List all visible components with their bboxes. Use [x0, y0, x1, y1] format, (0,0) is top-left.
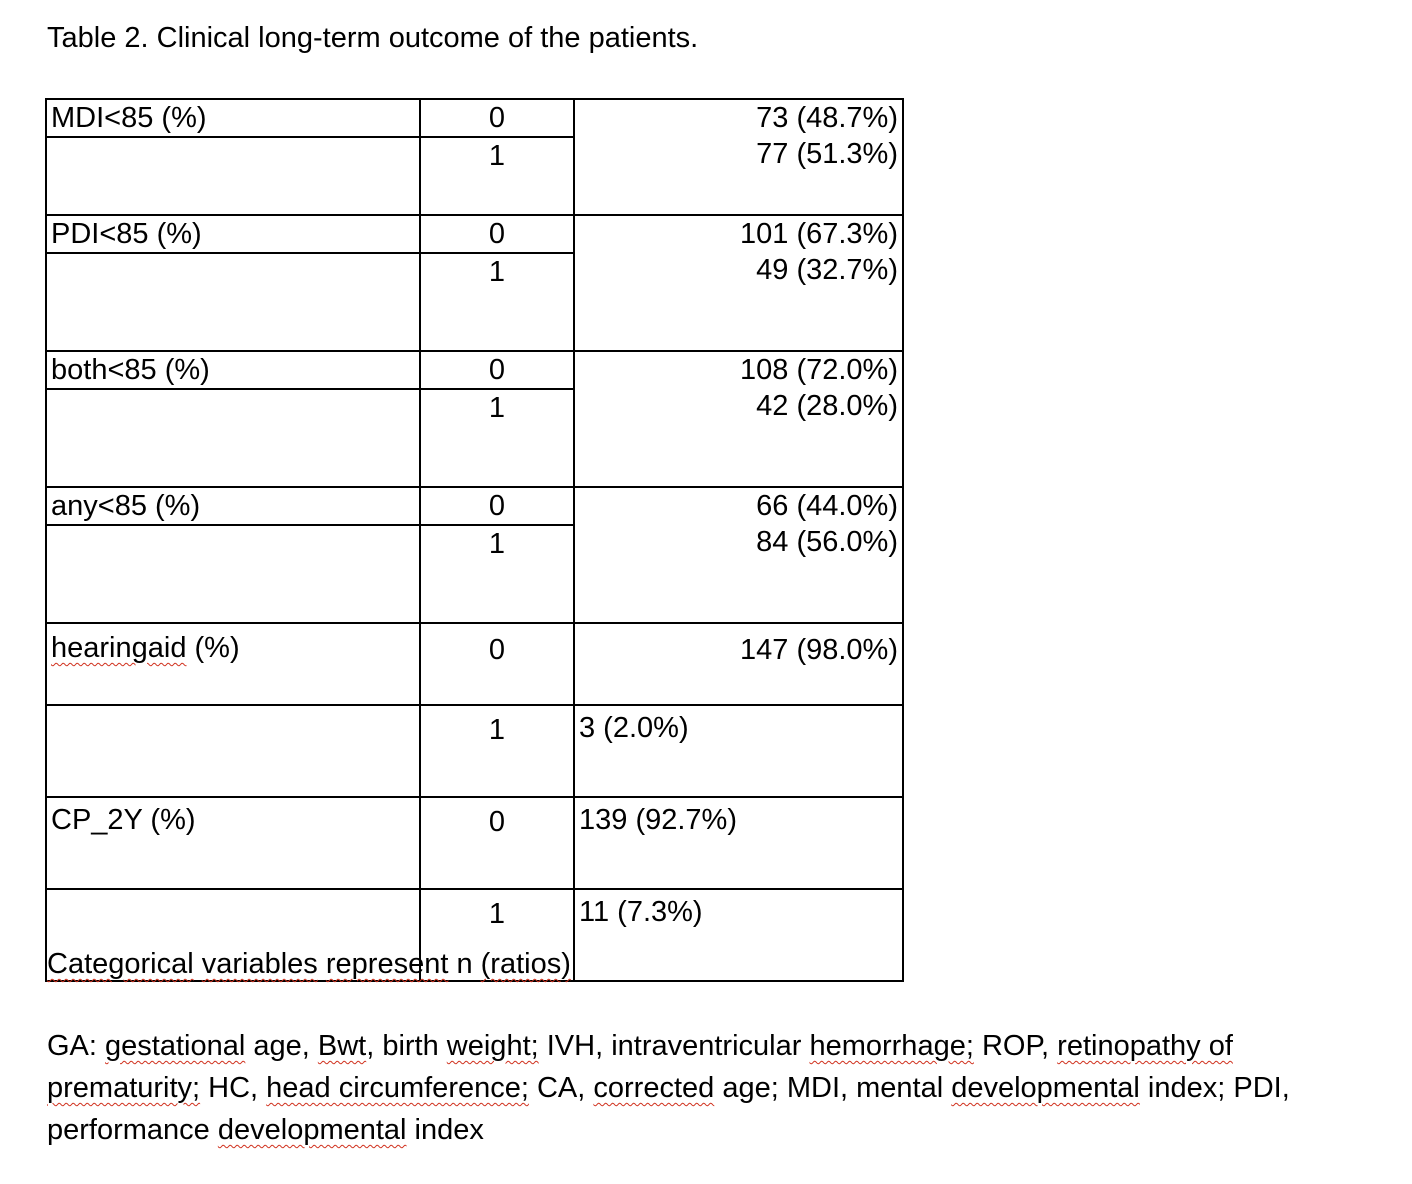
row-label-any: any<85 (%)	[46, 487, 420, 525]
level-cell: 1	[420, 389, 574, 487]
row-label-hearingaid	[46, 623, 420, 705]
count-cell: 11 (7.3%)	[574, 889, 903, 981]
count-value: 101 (67.3%)	[740, 218, 898, 250]
level-cell: 0	[420, 99, 574, 137]
level-cell: 1	[420, 253, 574, 351]
spellcheck-word: Bwt	[317, 1030, 367, 1062]
text-run: IVH, intraventricular	[538, 1030, 810, 1062]
spellcheck-word: corrected	[593, 1072, 715, 1104]
row-label-cp2y: CP_2Y (%)	[46, 797, 420, 889]
count-value: 108 (72.0%)	[740, 354, 898, 386]
text-run: , birth	[366, 1030, 447, 1062]
table-row	[46, 705, 903, 797]
level-cell: 0	[420, 623, 574, 705]
text-run: GA:	[47, 1030, 106, 1062]
count-value: 42 (28.0%)	[756, 390, 898, 422]
text-run: n	[448, 948, 481, 980]
level-cell: 0	[420, 215, 574, 253]
table-row	[46, 797, 903, 889]
level-cell: 1	[420, 705, 574, 797]
count-value: 77 (51.3%)	[756, 138, 898, 170]
spellcheck-word: weight;	[446, 1030, 539, 1062]
text-run: age,	[245, 1030, 318, 1062]
table-row	[46, 215, 903, 253]
empty-cell	[46, 253, 420, 351]
spellcheck-word: hemorrhage;	[809, 1030, 974, 1062]
level-cell: 1	[420, 889, 574, 981]
outcome-table	[45, 98, 904, 982]
level-cell: 0	[420, 797, 574, 889]
footnote-abbreviations	[47, 1025, 1367, 1151]
spellcheck-word: represent	[325, 948, 449, 980]
count-cell	[574, 487, 903, 623]
text-run	[318, 948, 326, 980]
footnote-categorical	[47, 944, 571, 984]
text-run: HC,	[200, 1072, 267, 1104]
spellcheck-word: prematurity;	[47, 1072, 201, 1104]
empty-cell	[46, 705, 420, 797]
spellcheck-word: variables	[201, 948, 318, 980]
count-cell	[574, 215, 903, 351]
table-row	[46, 99, 903, 137]
spellcheck-word: hearingaid	[51, 632, 187, 664]
count-cell: 3 (2.0%)	[574, 705, 903, 797]
text-run: age; MDI, mental	[714, 1072, 952, 1104]
spellcheck-word: head circumference;	[266, 1072, 529, 1104]
spellcheck-word: developmental	[217, 1114, 407, 1146]
text-run: index; PDI, performance	[47, 1072, 1290, 1146]
table-row	[46, 351, 903, 389]
count-cell: 139 (92.7%)	[574, 797, 903, 889]
empty-cell	[46, 137, 420, 215]
text-run	[194, 948, 202, 980]
count-cell	[574, 99, 903, 215]
text-run: ROP,	[973, 1030, 1058, 1062]
spellcheck-word: Categorical	[47, 948, 194, 980]
count-value: 49 (32.7%)	[756, 254, 898, 286]
count-cell	[574, 351, 903, 487]
label-suffix: (%)	[186, 632, 240, 664]
spellcheck-word: developmental	[951, 1072, 1140, 1104]
count-cell: 147 (98.0%)	[574, 623, 903, 705]
spellcheck-word: gestational	[105, 1030, 246, 1062]
level-cell: 0	[420, 487, 574, 525]
count-value: 73 (48.7%)	[756, 102, 898, 134]
table-caption: Table 2. Clinical long-term outcome of the patients.	[47, 22, 699, 54]
empty-cell	[46, 389, 420, 487]
level-cell: 0	[420, 351, 574, 389]
spellcheck-word: retinopathy of	[1057, 1030, 1233, 1062]
text-run: CA,	[528, 1072, 594, 1104]
level-cell: 1	[420, 525, 574, 623]
row-label-both: both<85 (%)	[46, 351, 420, 389]
row-label-mdi: MDI<85 (%)	[46, 99, 420, 137]
level-cell: 1	[420, 137, 574, 215]
count-value: 66 (44.0%)	[756, 490, 898, 522]
table-row	[46, 623, 903, 705]
empty-cell	[46, 525, 420, 623]
row-label-pdi: PDI<85 (%)	[46, 215, 420, 253]
table-row	[46, 487, 903, 525]
spellcheck-word: (ratios)	[480, 948, 571, 980]
text-run: index	[406, 1114, 484, 1146]
count-value: 84 (56.0%)	[756, 526, 898, 558]
